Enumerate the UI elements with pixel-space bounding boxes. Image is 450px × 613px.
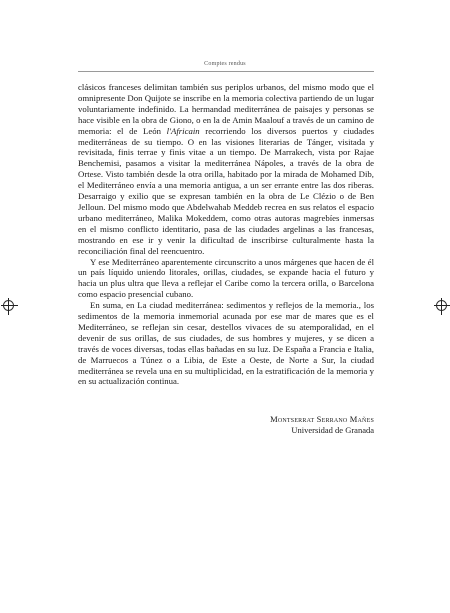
signature-block [78,414,374,436]
paragraph-2 [78,257,374,301]
running-head: Comptes rendus [204,61,246,67]
header-rule [78,71,374,72]
paragraph-1-italic-title: l'Africain [166,125,200,136]
author-affiliation: Universidad de Granada [291,425,374,435]
paragraph-3-text: En suma, en La ciudad mediterránea: sedimentos y reflejos de la memoria., los sedimentos de la memoria inmemorial acunada por ese mar de mares que es el Mediterráneo, se reflejan sin cesar, destellos vivaces de su atemporalidad, en el devenir de sus orillas, de sus ciudades, de sus hombres y mujeres, y se dicen a través de voces diversas, todas ellas bañadas en su luz. De España a Francia e Italia, de Marruecos a Túnez o a Libia, de Este a Oeste, de Norte a Sur, la ciudad mediterránea se revela una en su multiplicidad, en la estratificación de la memoria y en su actualización continua. [78,300,374,387]
paragraph-2-text: Y ese Mediterráneo aparentemente circunscrito a unos márgenes que hacen de él un país líquido uniendo litorales, orillas, ciudades, se expande hacia el futuro y hacia un plus ultra que lleva a reflejar el Caribe como la tercera orilla, o Barcelona como espacio presencial cubano. [78,256,374,300]
registration-mark-left-icon [3,300,14,311]
author-name: Montserrat Serrano Mañes [270,414,374,424]
body-text [78,82,374,387]
registration-mark-right-icon [436,300,447,311]
paragraph-1 [78,82,374,257]
paragraph-1-text-b: recorriendo los diversos puertos y ciudades mediterráneas de su tiempo. O en las visiones literarias de Tánger, visitada y revisitada, finis terrae y finis vitae a un tiempo. De Marrakech, vista por Rajae Benchemisi, pasamos a visitar la mediterránea Nápoles, a través de la obra de Ortese. Visto también desde la otra orilla, habitado por la mirada de Mohamed Dib, el Mediterráneo envía a una memoria antigua, a un ser errante entre las dos riberas. Desarraigo y exilio que se expresan también en la obra de Le Clézio o de Ben Jelloun. Del mismo modo que Abdelwahab Meddeb recrea en sus relatos el espacio urbano mediterráneo, Malika Mokeddem, como otras autoras magrebíes inmersas en el mismo conflicto identitario, pasa de las ciudades argelinas a las francesas, mostrando en ese ir y venir la dificultad de inscribirse culturalmente hasta la reconciliación final del reencuentro. [78,125,374,256]
paragraph-3 [78,300,374,387]
paragraph-1-text-a: clásicos franceses delimitan también sus periplos urbanos, del mismo modo que el omnipresente Don Quijote se inscribe en la memoria colectiva partiendo de un lugar voluntariamente indefinido. La hermandad mediterránea de paisajes y personas se hace visible en la obra de Giono, o en la de Amin Maalouf a través de un camino de memoria: el de León [78,82,374,136]
